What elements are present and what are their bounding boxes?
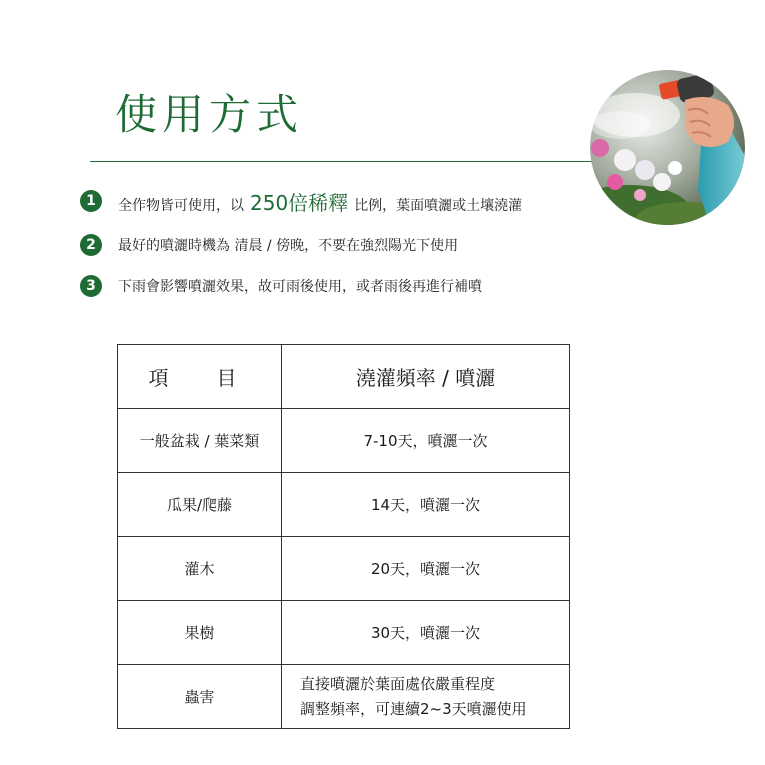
pest-frequency-line-2: 調整頻率，可連續2~3天噴灑使用 (300, 699, 527, 718)
step-number-1: 1 (80, 190, 102, 212)
step-2-text: 最好的噴灑時機為 清晨 / 傍晚，不要在強烈陽光下使用 (118, 238, 459, 254)
row-item: 果樹 (118, 601, 282, 665)
dilution-highlight: 250倍稀釋 (250, 190, 349, 215)
row-item: 灌木 (118, 537, 282, 601)
title-divider (90, 161, 610, 162)
header-item: 項 目 (118, 345, 282, 409)
table-row (118, 601, 570, 665)
frequency-table (117, 344, 570, 729)
table-header-row (118, 345, 570, 409)
row-frequency: 14天，噴灑一次 (282, 473, 570, 537)
step-2 (80, 232, 620, 258)
page-title: 使用方式 (115, 90, 304, 139)
step-3 (80, 273, 620, 299)
row-item: 瓜果/爬藤 (118, 473, 282, 537)
step-1-text (118, 187, 522, 216)
pest-frequency-line-1: 直接噴灑於葉面處依嚴重程度 (300, 674, 496, 693)
row-frequency: 30天，噴灑一次 (282, 601, 570, 665)
header-frequency: 澆灌頻率 / 噴灑 (282, 345, 570, 409)
step-1 (80, 188, 620, 214)
table-row (118, 665, 570, 729)
step-1-before: 全作物皆可使用，以 (118, 197, 244, 214)
table-row (118, 409, 570, 473)
step-number-3: 3 (80, 275, 102, 297)
table-row (118, 473, 570, 537)
row-frequency: 7-10天，噴灑一次 (282, 409, 570, 473)
row-frequency: 20天，噴灑一次 (282, 537, 570, 601)
row-item: 蟲害 (118, 665, 282, 729)
row-frequency (282, 665, 570, 729)
row-item: 一般盆栽 / 葉菜類 (118, 409, 282, 473)
step-3-text: 下雨會影響噴灑效果，故可雨後使用，或者雨後再進行補噴 (118, 279, 482, 295)
step-1-after: 比例，葉面噴灑或土壤澆灌 (354, 197, 523, 214)
step-number-2: 2 (80, 234, 102, 256)
table-row (118, 537, 570, 601)
